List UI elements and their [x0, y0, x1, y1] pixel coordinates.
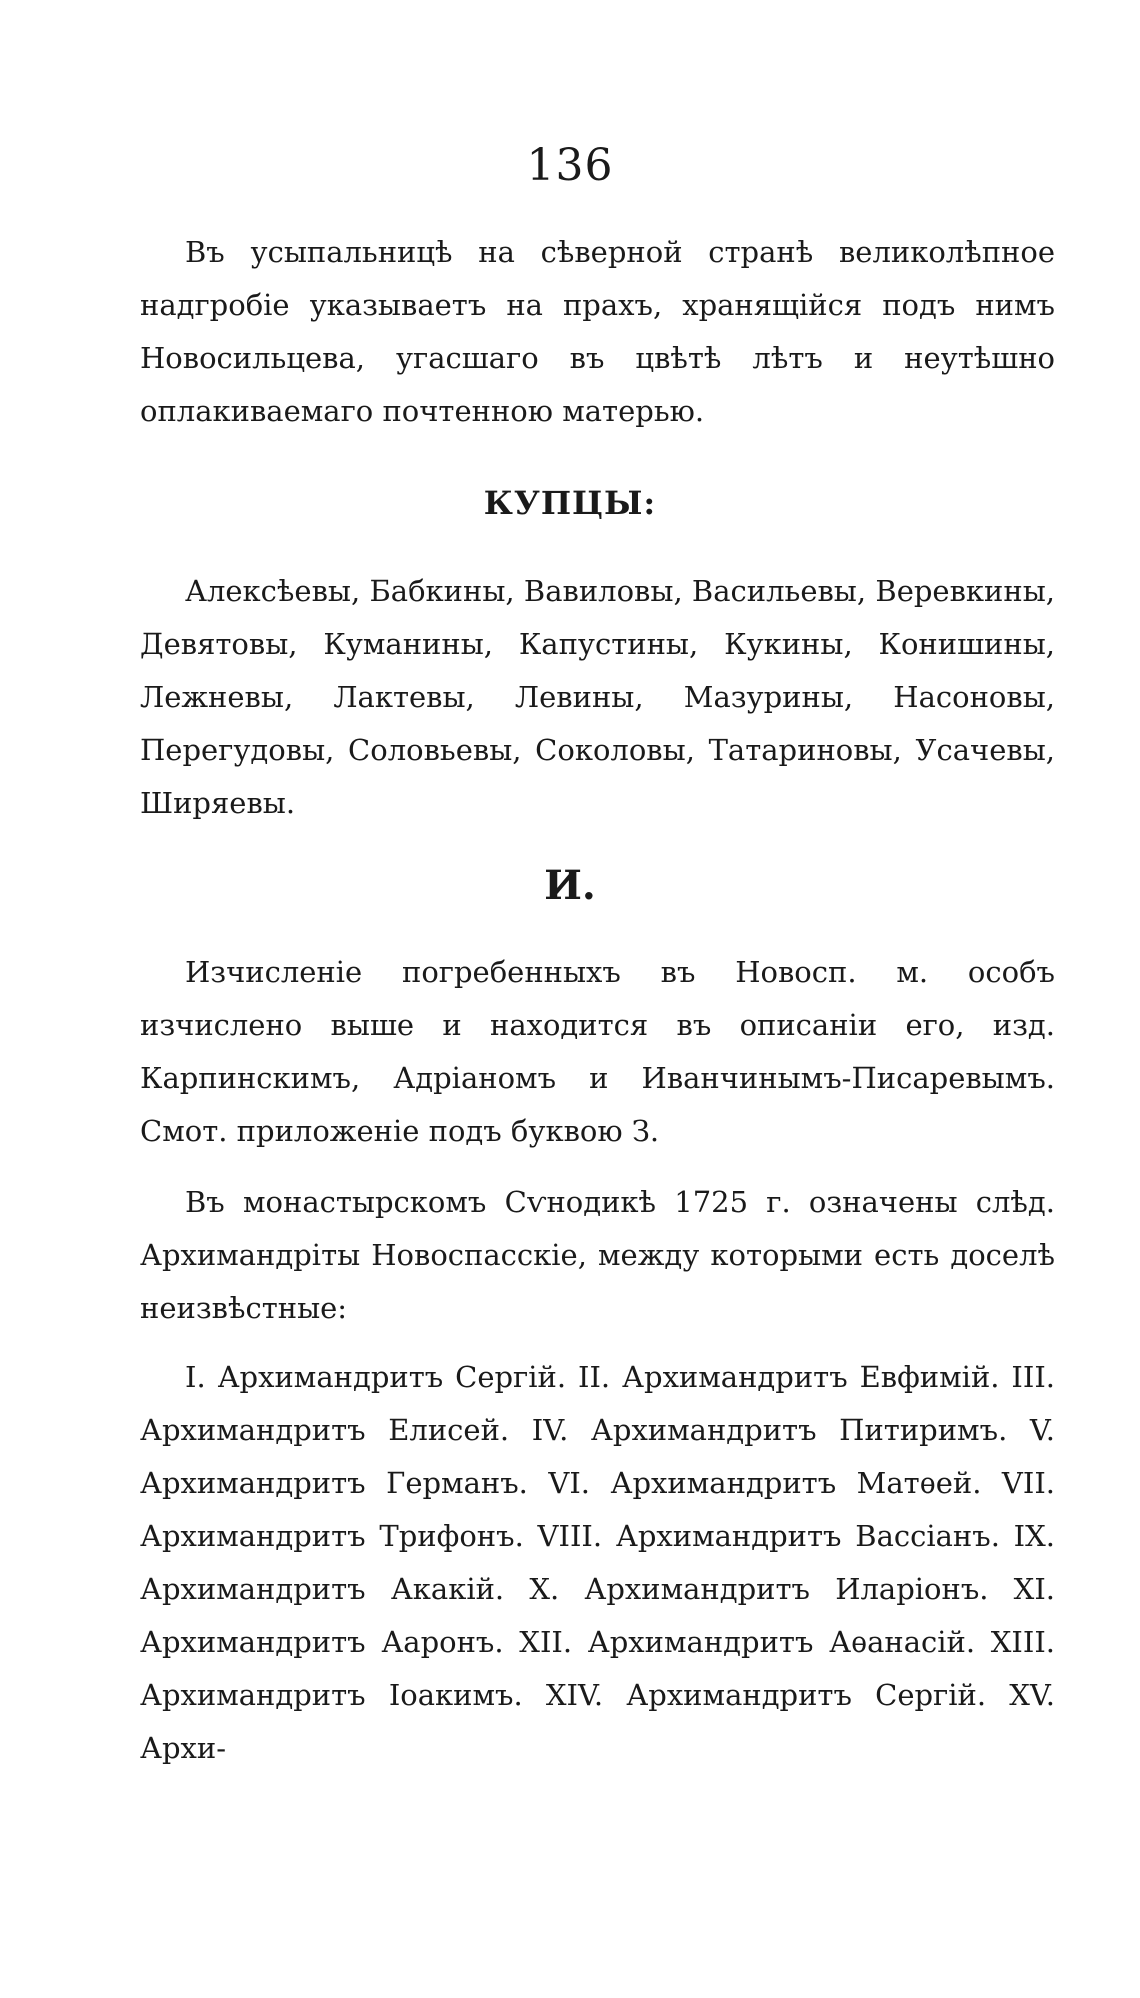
merchants-list-block: [140, 565, 1055, 830]
section-heading-i: И.: [544, 862, 596, 909]
merchants-list: Алексѣевы, Бабкины, Вавиловы, Васильевы, Веревкины, Девятовы, Куманины, Капустины, Кукины, Конишины, Лежневы, Лактевы, Левины, Мазурины, Насоновы, Перегудовы, Соловьевы, Соколовы, Татариновы, Усачевы, Ширяевы.: [140, 574, 1055, 820]
tomb-paragraph: Въ усыпальницѣ на сѣверной странѣ великолѣпное надгробіе указываетъ на прахъ, хранящійся подъ нимъ Новосильцева, угасшаго въ цвѣтѣ лѣтъ и неутѣшно оплакиваемаго почтенною матерью.: [140, 235, 1055, 428]
synodik-paragraph-block: [140, 1176, 1055, 1335]
archimandrites-list: I. Архимандритъ Сергій. II. Архимандритъ Евфимій. III. Архимандритъ Елисей. IV. Архимандритъ Питиримъ. V. Архимандритъ Германъ. VI. Архимандритъ Матѳей. VII. Архимандритъ Трифонъ. VIII. Архимандритъ Вассіанъ. IX. Архимандритъ Акакій. X. Архимандритъ Иларіонъ. XI. Архимандритъ Ааронъ. XII. Архимандритъ Аѳанасій. XIII. Архимандритъ Іоакимъ. XIV. Архимандритъ Сергій. XV. Архи-: [140, 1360, 1055, 1765]
section-heading-kuptsy: КУПЦЫ:: [483, 484, 657, 522]
synodik-paragraph: Въ монастырскомъ Сѵнодикѣ 1725 г. означены слѣд. Архимандріты Новоспасскіе, между которыми есть доселѣ неизвѣстные:: [140, 1185, 1055, 1325]
enumeration-paragraph: Изчисленіе погребенныхъ въ Новосп. м. особъ изчислено выше и находится въ описаніи его, изд. Карпинскимъ, Адріаномъ и Иванчинымъ-Писаревымъ. Смот. приложеніе подъ буквою З.: [140, 955, 1055, 1148]
tomb-paragraph-block: [140, 226, 1055, 438]
archimandrites-list-block: [140, 1351, 1055, 1775]
page-number: 136: [526, 140, 614, 191]
enumeration-paragraph-block: [140, 946, 1055, 1158]
